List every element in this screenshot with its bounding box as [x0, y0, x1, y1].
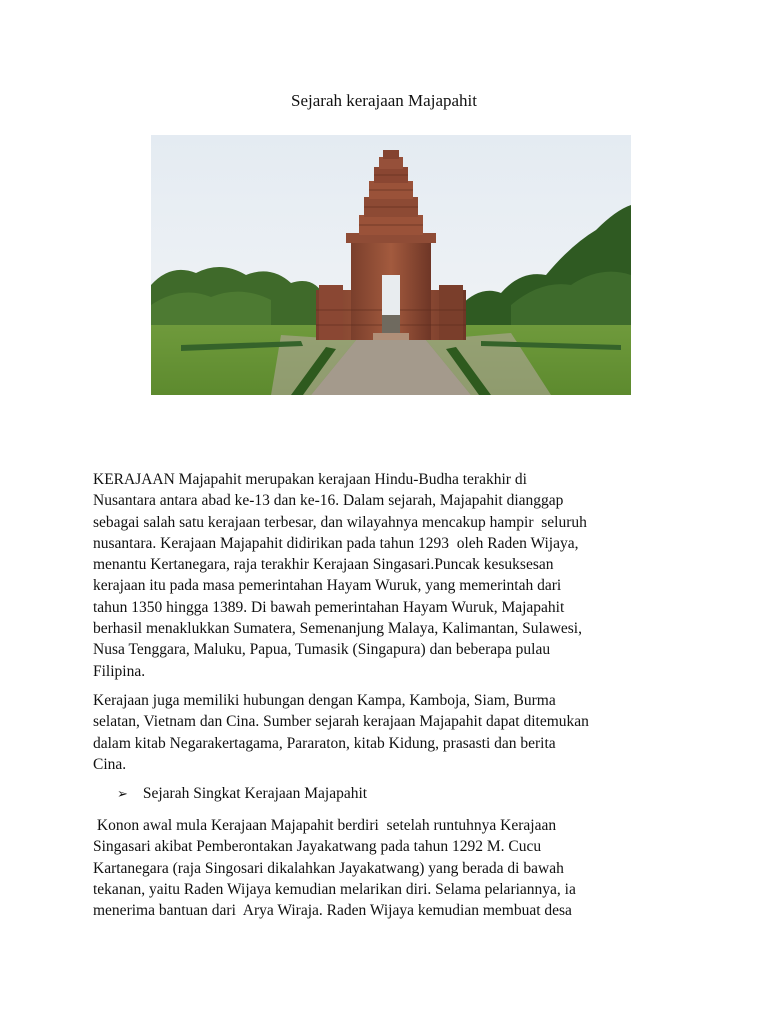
paragraph-2-line: selatan, Vietnam dan Cina. Sumber sejarah kerajaan Majapahit dapat ditemukan — [93, 713, 589, 731]
paragraph-3-line: Singasari akibat Pemberontakan Jayakatwang pada tahun 1292 M. Cucu — [93, 838, 542, 856]
paragraph-2-line: dalam kitab Negarakertagama, Pararaton, kitab Kidung, prasasti dan berita — [93, 734, 556, 752]
paragraph-3-line: Konon awal mula Kerajaan Majapahit berdiri setelah runtuhnya Kerajaan — [93, 817, 557, 834]
page-title: Sejarah kerajaan Majapahit — [291, 91, 477, 110]
paragraph-1-line: Nusantara antara abad ke-13 dan ke-16. Dalam sejarah, Majapahit dianggap — [93, 492, 564, 510]
paragraph-1-line: Nusa Tenggara, Maluku, Papua, Tumasik (Singapura) dan beberapa pulau — [93, 641, 551, 659]
paragraph-3-line: Kartanegara (raja Singosari dikalahkan Jayakatwang) yang berada di bawah — [93, 859, 564, 877]
paragraph-1-line: KERAJAAN Majapahit merupakan kerajaan Hindu-Budha terakhir di — [93, 471, 527, 488]
paragraph-1-line: sebagai salah satu kerajaan terbesar, dan wilayahnya mencakup hampir seluruh — [93, 513, 587, 531]
paragraph-1-line: Filipina. — [93, 662, 146, 680]
paragraph-1-line: nusantara. Kerajaan Majapahit didirikan pada tahun 1293 oleh Raden Wijaya, — [93, 534, 579, 552]
paragraph-2-line: Cina. — [93, 755, 127, 773]
arrow-bullet-icon: ➢ — [117, 787, 128, 802]
paragraph-3-line: menerima bantuan dari Arya Wiraja. Raden Wijaya kemudian membuat desa — [93, 902, 572, 920]
paragraph-1-line: kerajaan itu pada masa pemerintahan Hayam Wuruk, yang memerintah dari — [93, 577, 562, 595]
paragraph-1 — [93, 469, 683, 682]
paragraph-2 — [93, 690, 683, 775]
bullet-text: Sejarah Singkat Kerajaan Majapahit — [142, 785, 368, 802]
paragraph-1-line: berhasil menaklukkan Sumatera, Semenanjung Malaya, Kalimantan, Sulawesi, — [93, 620, 582, 638]
paragraph-1-line: menantu Kertanegara, raja terakhir Kerajaan Singasari.Puncak kesuksesan — [93, 556, 554, 574]
paragraph-2-line: Kerajaan juga memiliki hubungan dengan Kampa, Kamboja, Siam, Burma — [93, 692, 556, 709]
paragraph-1-line: tahun 1350 hingga 1389. Di bawah pemerintahan Hayam Wuruk, Majapahit — [93, 598, 565, 616]
temple-photo — [151, 135, 631, 395]
temple-photo-image — [151, 135, 631, 395]
paragraph-3 — [93, 815, 683, 921]
bullet-item — [117, 783, 367, 805]
paragraph-3-line: tekanan, yaitu Raden Wijaya kemudian melarikan diri. Selama pelariannya, ia — [93, 880, 576, 898]
